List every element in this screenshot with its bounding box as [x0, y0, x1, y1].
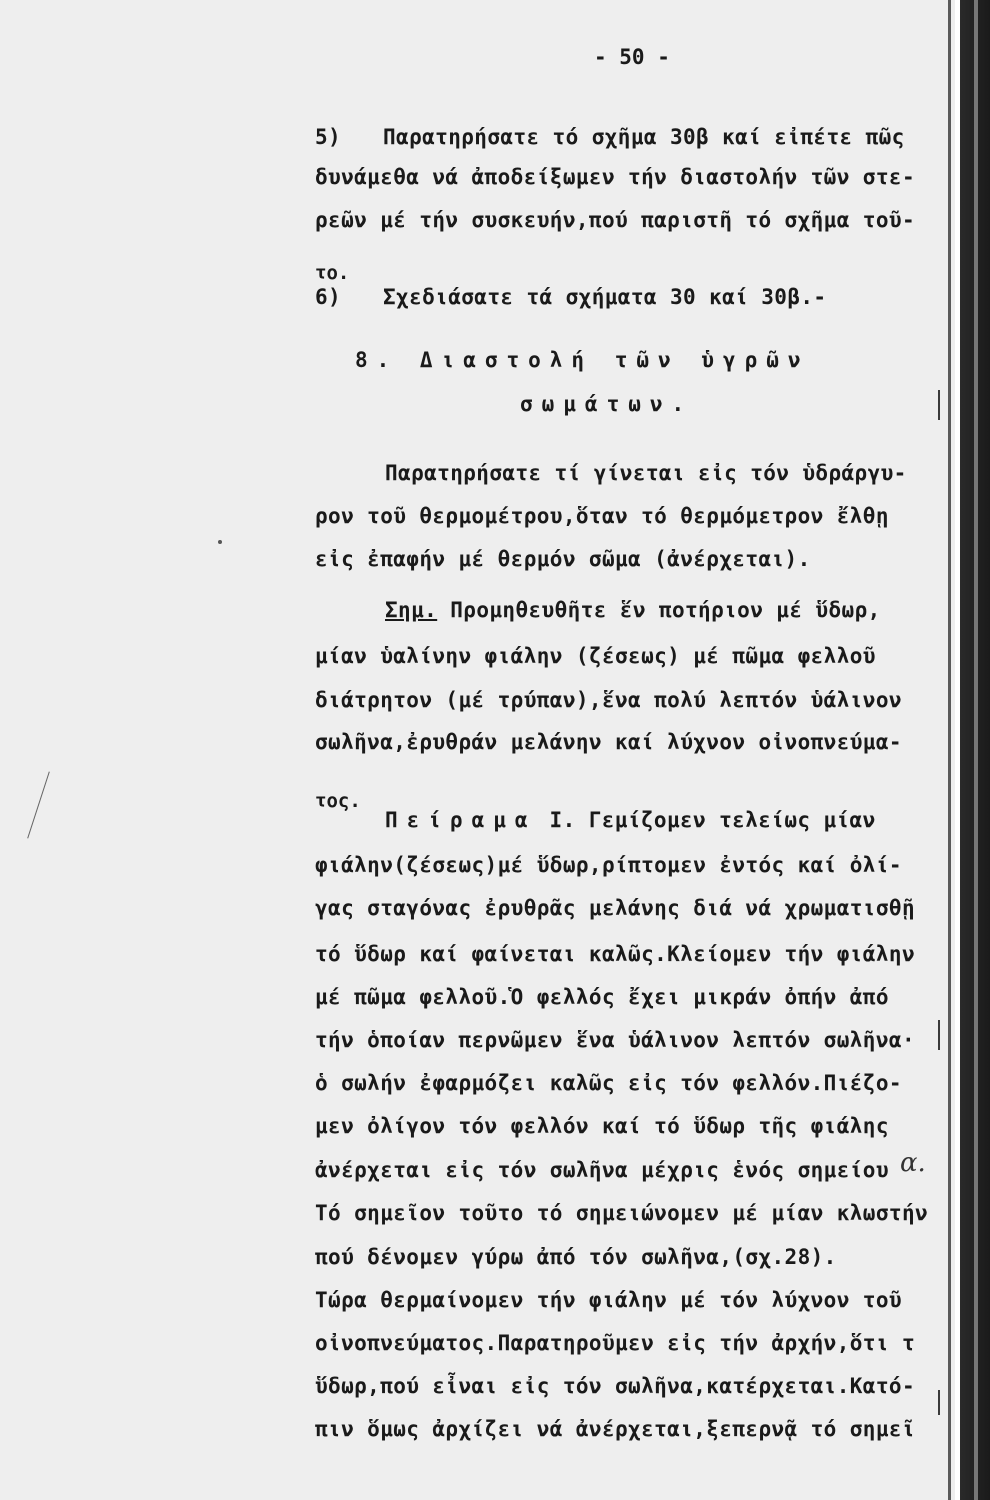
text-line: τος. — [315, 790, 361, 812]
text-line: ρεῶν μέ τήν συσκευήν,πού παριστῆ τό σχῆμα τοῦ- — [315, 208, 915, 232]
text-line: σωλῆνα,ἐρυθράν μελάνην καί λύχνον οἰνοπνεύμα- — [315, 730, 902, 754]
item-number: 5) — [315, 125, 342, 149]
text-line: τήν ὁποίαν περνῶμεν ἕνα ὑάλινον λεπτόν σωλῆνα· — [315, 1028, 915, 1052]
text-line: τό ὕδωρ καί φαίνεται καλῶς.Κλείομεν τήν φιάλην — [315, 942, 915, 966]
text-line: διάτρητον (μέ τρύπαν),ἕνα πολύ λεπτόν ὑάλινον — [315, 688, 902, 712]
text-line: Τό σημεῖον τοῦτο τό σημειώνομεν μέ μίαν κλωστήν — [315, 1201, 929, 1225]
text-line: μίαν ὑαλίνην φιάλην (ζέσεως) μέ πῶμα φελλοῦ — [315, 644, 876, 668]
text-line: Τώρα θερμαίνομεν τήν φιάλην μέ τόν λύχνον τοῦ — [315, 1288, 902, 1312]
text-line: ὁ σωλήν ἐφαρμόζει καλῶς εἰς τόν φελλόν.Πιέζο- — [315, 1071, 902, 1095]
text-line: πού δένομεν γύρω ἀπό τόν σωλῆνα,(σχ.28). — [315, 1245, 837, 1269]
item-number: 6) — [315, 285, 342, 309]
text-line: ὕδωρ,πού εἶναι εἰς τόν σωλῆνα,κατέρχεται.Κατό- — [315, 1374, 915, 1398]
text-line: μεν ὀλίγον τόν φελλόν καί τό ὕδωρ τῆς φιάλης — [315, 1114, 889, 1138]
text-line: πιν ὅμως ἀρχίζει νά ἀνέρχεται,ξεπερνᾷ τό σημεῖ — [315, 1417, 915, 1441]
scan-speck — [218, 540, 222, 544]
note-line — [385, 590, 990, 630]
text-line: ἀνέρχεται εἰς τόν σωλῆνα μέχρις ἑνός σημείου — [315, 1158, 889, 1182]
text-line: μέ πῶμα φελλοῦ.Ὁ φελλός ἔχει μικράν ὀπήν ἀπό — [315, 985, 889, 1009]
experiment-line — [385, 800, 990, 840]
list-item — [315, 277, 940, 317]
text-line: οἰνοπνεύματος.Παρατηροῦμεν εἰς τήν ἀρχήν,ὅτι τ — [315, 1331, 915, 1355]
text-line: το. — [315, 262, 350, 284]
section-heading: 8. Διαστολή τῶν ὑγρῶν — [355, 348, 810, 372]
text-line: Παρατηρήσατε τί γίνεται εἰς τόν ὑδράργυ- — [385, 461, 907, 485]
text-line: δυνάμεθα νά ἀποδείξωμεν τήν διαστολήν τῶν στε- — [315, 165, 915, 189]
section-heading: σωμάτων. — [520, 392, 694, 416]
experiment-label: Πείραμα — [385, 808, 537, 832]
note-label: Σημ. — [385, 598, 438, 622]
text-line: φιάλην(ζέσεως)μέ ὕδωρ,ρίπτομεν ἐντός καί ὀλί- — [315, 853, 902, 877]
item-text: Παρατηρήσατε τό σχῆμα 30β καί εἰπέτε πῶς — [383, 125, 905, 149]
scan-border-highlight — [974, 0, 978, 1500]
item-text: Σχεδιάσατε τά σχήματα 30 καί 30β.- — [383, 285, 827, 309]
experiment-text: Ι. Γεμίζομεν τελείως μίαν — [536, 808, 876, 832]
page-number: - 50 - — [594, 45, 670, 69]
note-text: Προμηθευθῆτε ἕν ποτήριον μέ ὕδωρ, — [437, 598, 881, 622]
text-line: ρον τοῦ θερμομέτρου,ὅταν τό θερμόμετρον ἔλθῃ — [315, 504, 889, 528]
list-item — [315, 117, 940, 157]
handwritten-annotation: α. — [900, 1148, 926, 1178]
page-edge-line — [948, 0, 951, 1500]
text-line: γας σταγόνας ἐρυθρᾶς μελάνης διά νά χρωματισθῇ — [315, 896, 915, 920]
text-line: εἰς ἐπαφήν μέ θερμόν σῶμα (ἀνέρχεται). — [315, 547, 811, 571]
